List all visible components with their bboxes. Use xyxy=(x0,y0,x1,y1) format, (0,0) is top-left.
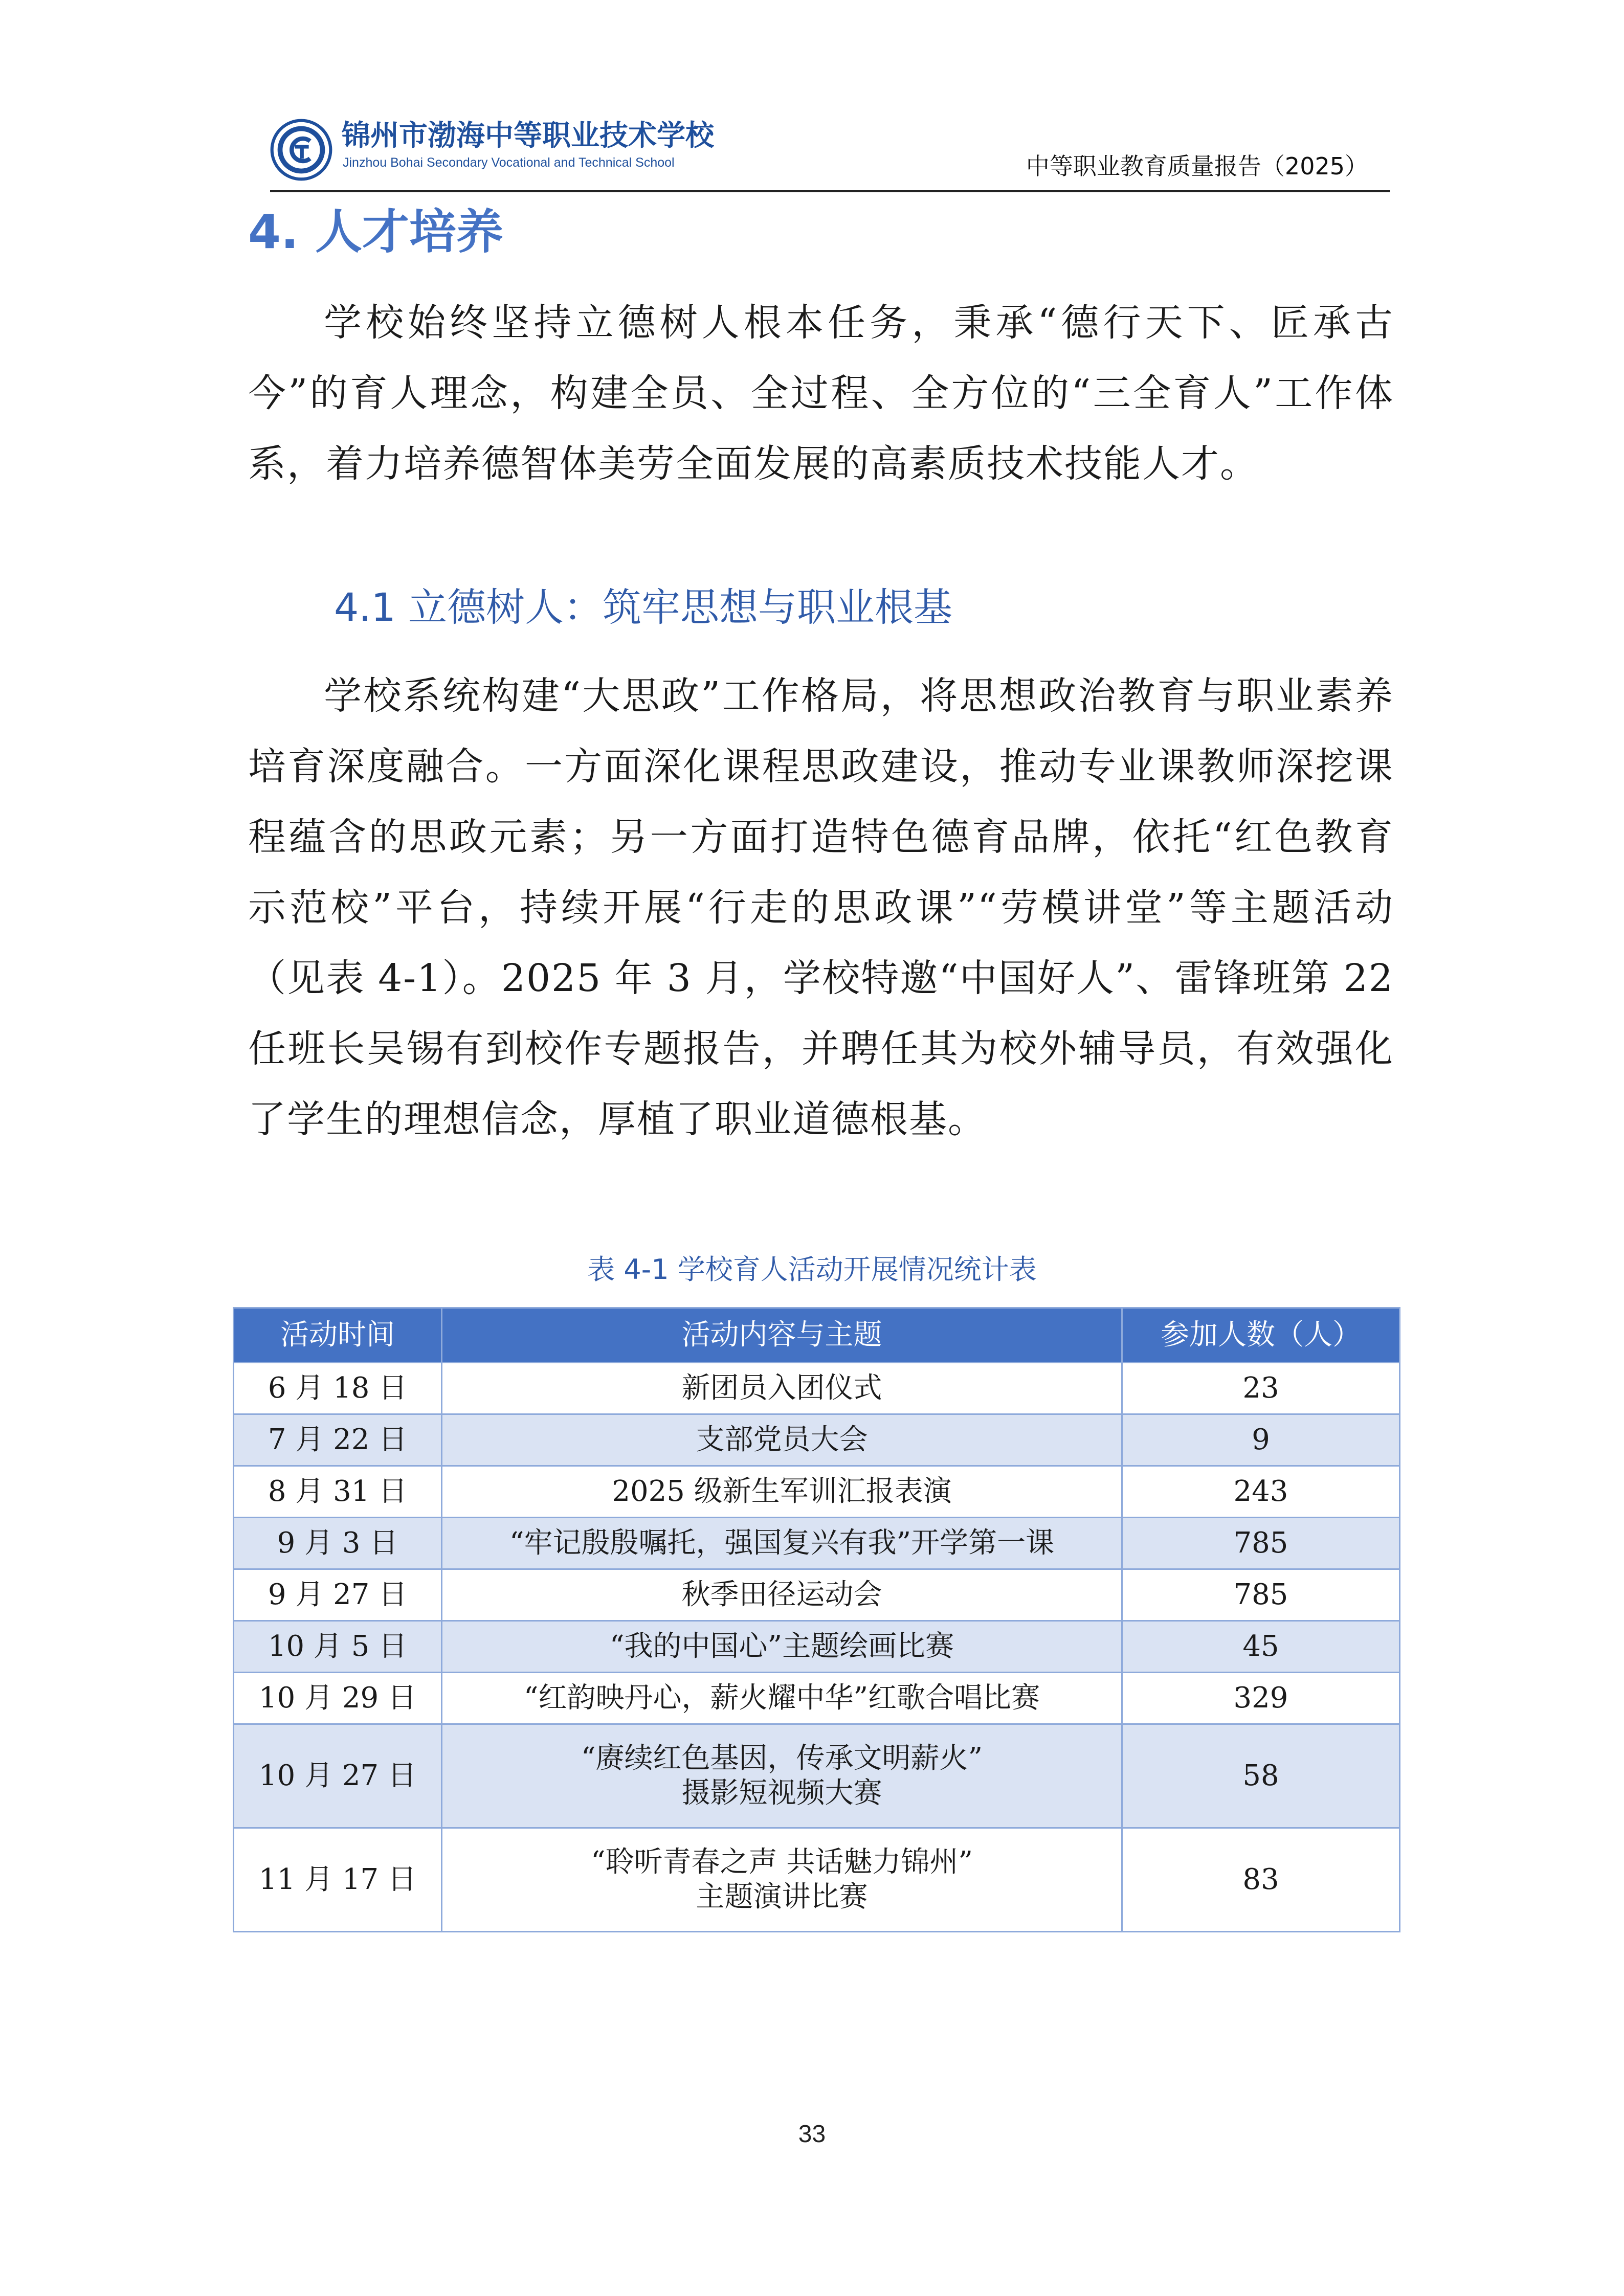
table-row xyxy=(234,1466,1400,1518)
cell-topic: 新团员入团仪式 xyxy=(442,1363,1122,1414)
page-number: 33 xyxy=(798,2121,826,2148)
cell-count: 45 xyxy=(1122,1621,1400,1673)
cell-date: 7 月 22 日 xyxy=(234,1414,442,1466)
cell-topic xyxy=(442,1828,1122,1932)
cell-date: 11 月 17 日 xyxy=(234,1828,442,1932)
column-header-topic: 活动内容与主题 xyxy=(442,1308,1122,1363)
cell-topic-line-1: “赓续红色基因，传承文明薪火” xyxy=(581,1742,983,1775)
cell-topic: “牢记殷殷嘱托，强国复兴有我”开学第一课 xyxy=(442,1518,1122,1569)
report-title: 中等职业教育质量报告（2025） xyxy=(1026,152,1368,180)
cell-count: 785 xyxy=(1122,1518,1400,1569)
section-intro-paragraph: 学校始终坚持立德树人根本任务，秉承“德行天下、匠承古今”的育人理念，构建全员、全过程、全方位的“三全育人”工作体系，着力培养德智体美劳全面发展的高素质技术技能人才。 xyxy=(248,301,1394,486)
cell-count: 83 xyxy=(1122,1828,1400,1932)
cell-count: 785 xyxy=(1122,1569,1400,1621)
cell-topic: 2025 级新生军训汇报表演 xyxy=(442,1466,1122,1518)
cell-date: 6 月 18 日 xyxy=(234,1363,442,1414)
cell-date: 8 月 31 日 xyxy=(234,1466,442,1518)
table-header-row xyxy=(234,1308,1400,1363)
column-header-count: 参加人数（人） xyxy=(1122,1308,1400,1363)
cell-date: 9 月 27 日 xyxy=(234,1569,442,1621)
table-caption: 表 4-1 学校育人活动开展情况统计表 xyxy=(587,1253,1037,1286)
cell-topic: “红韵映丹心，薪火耀中华”红歌合唱比赛 xyxy=(442,1673,1122,1724)
cell-topic: “我的中国心”主题绘画比赛 xyxy=(442,1621,1122,1673)
header-divider xyxy=(270,190,1390,192)
subsection-title: 4.1 立德树人：筑牢思想与职业根基 xyxy=(334,584,953,630)
subsection-body-paragraph: 学校系统构建“大思政”工作格局，将思想政治教育与职业素养培育深度融合。一方面深化课程思政建设，推动专业课教师深挖课程蕴含的思政元素；另一方面打造特色德育品牌，依托“红色教育示范校”平台，持续开展“行走的思政课”“劳模讲堂”等主题活动（见表 4-1）。2025 年 3 月，学校特邀“中国好人”、雷锋班第 22 任班长吴锡有到校作专题报告，并聘任其为校外辅导员，有效强化了学生的理想信念，厚植了职业道德根基。 xyxy=(248,674,1394,1141)
cell-date: 10 月 29 日 xyxy=(234,1673,442,1724)
activity-statistics-table xyxy=(233,1307,1400,1932)
table-row xyxy=(234,1828,1400,1932)
cell-date: 9 月 3 日 xyxy=(234,1518,442,1569)
table-row xyxy=(234,1724,1400,1828)
cell-count: 329 xyxy=(1122,1673,1400,1724)
cell-count: 23 xyxy=(1122,1363,1400,1414)
cell-topic xyxy=(442,1724,1122,1828)
section-title: 4. 人才培养 xyxy=(248,205,503,259)
cell-topic-line-2: 主题演讲比赛 xyxy=(696,1880,868,1914)
table-row xyxy=(234,1569,1400,1621)
cell-count: 9 xyxy=(1122,1414,1400,1466)
table-row xyxy=(234,1673,1400,1724)
cell-topic-line-1: “聆听青春之声 共话魅力锦州” xyxy=(590,1845,973,1879)
table-row xyxy=(234,1363,1400,1414)
cell-date: 10 月 5 日 xyxy=(234,1621,442,1673)
page-header xyxy=(0,0,1624,194)
school-name-cn: 锦州市渤海中等职业技术学校 xyxy=(342,119,714,152)
cell-count: 58 xyxy=(1122,1724,1400,1828)
table-row xyxy=(234,1414,1400,1466)
cell-topic: 秋季田径运动会 xyxy=(442,1569,1122,1621)
cell-date: 10 月 27 日 xyxy=(234,1724,442,1828)
column-header-date: 活动时间 xyxy=(234,1308,442,1363)
school-emblem-icon xyxy=(270,119,332,181)
table-row xyxy=(234,1621,1400,1673)
cell-topic-line-2: 摄影短视频大赛 xyxy=(681,1776,882,1810)
cell-count: 243 xyxy=(1122,1466,1400,1518)
cell-topic: 支部党员大会 xyxy=(442,1414,1122,1466)
table-row xyxy=(234,1518,1400,1569)
school-name-en: Jinzhou Bohai Secondary Vocational and Technical School xyxy=(343,155,675,170)
